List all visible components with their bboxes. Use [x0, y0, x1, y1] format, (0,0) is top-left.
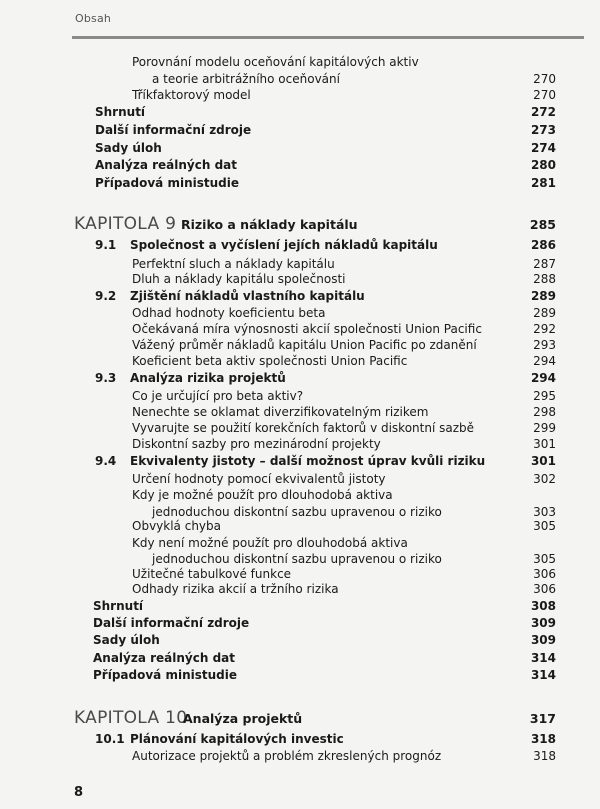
toc-entry-title: Společnost a vyčíslení jejích nákladů kapitálu — [130, 238, 438, 252]
page-number: 8 — [74, 785, 84, 800]
toc-page-number: 289 — [530, 289, 556, 303]
toc-entry-title: Kdy není možné použít pro dlouhodobá aktiva — [132, 536, 408, 550]
toc-page-number: 286 — [530, 238, 556, 252]
toc-entry — [0, 174, 600, 192]
toc-page-number: 270 — [533, 88, 556, 102]
toc-entry — [0, 352, 600, 370]
toc-page-number: 305 — [533, 519, 556, 533]
toc-entry-title: Vyvarujte se použití korekčních faktorů v diskontní sazbě — [132, 421, 475, 435]
toc-entry-title: Vážený průměr nákladů kapitálu Union Pacific po zdanění — [132, 338, 477, 352]
toc-entry-title: Analýza reálných dat — [95, 158, 238, 172]
chapter-page-number: 317 — [529, 711, 556, 726]
toc-page-number: 274 — [530, 141, 556, 155]
toc-entry-title: Kdy je možné použít pro dlouhodobá aktiva — [132, 488, 393, 502]
chapter-title: Analýza projektů — [183, 711, 303, 726]
toc-entry-title: Ekvivalenty jistoty – další možnost úprav kvůli riziku — [130, 454, 486, 468]
toc-page-number: 294 — [533, 354, 556, 368]
toc-entry-title: Koeficient beta aktiv společnosti Union Pacific — [132, 354, 408, 368]
toc-entry-title: Nenechte se oklamat diverzifikovatelným rizikem — [132, 405, 429, 419]
toc-entry — [0, 614, 600, 632]
toc-entry-title: Analýza rizika projektů — [130, 371, 286, 385]
toc-entry-title: Autorizace projektů a problém zkreslených prognóz — [132, 749, 442, 763]
toc-page-number: 273 — [530, 123, 556, 137]
toc-entry — [0, 517, 600, 535]
chapter-heading — [0, 707, 600, 729]
toc-entry — [0, 53, 600, 71]
toc-entry — [0, 103, 600, 121]
toc-entry — [0, 597, 600, 615]
toc-entry-title: Očekávaná míra výnosnosti akcií společnosti Union Pacific — [132, 322, 482, 336]
toc-page-number: 272 — [530, 105, 556, 119]
toc-page-number: 309 — [530, 616, 556, 630]
section-number: 9.3 — [95, 371, 117, 385]
toc-entry-title: jednoduchou diskontní sazbu upravenou o riziko — [152, 552, 442, 566]
toc-entry — [0, 730, 600, 748]
toc-page-number: 309 — [530, 633, 556, 647]
toc-entry-title: Diskontní sazby pro mezinárodní projekty — [132, 437, 381, 451]
toc-entry-title: Plánování kapitálových investic — [130, 732, 344, 746]
toc-entry-title: Zjištění nákladů vlastního kapitálu — [130, 289, 365, 303]
toc-entry — [0, 139, 600, 157]
toc-page-number: 308 — [530, 599, 556, 613]
toc-page-number: 288 — [533, 272, 556, 286]
toc-entry-title: Sady úloh — [95, 141, 162, 155]
toc-entry — [0, 486, 600, 504]
chapter-label: KAPITOLA 9 — [74, 214, 177, 234]
toc-page-number: 281 — [530, 176, 556, 190]
toc-entry — [0, 121, 600, 139]
toc-entry-title: Perfektní sluch a náklady kapitálu — [132, 257, 335, 271]
section-number: 10.1 — [95, 732, 125, 746]
toc-page-number: 314 — [530, 651, 556, 665]
toc-entry-title: Odhad hodnoty koeficientu beta — [132, 306, 326, 320]
section-number: 9.4 — [95, 454, 117, 468]
toc-entry — [0, 270, 600, 288]
toc-entry-title: Dluh a náklady kapitálu společnosti — [132, 272, 346, 286]
toc-entry-title: Shrnutí — [95, 105, 146, 119]
toc-entry-title: Sady úloh — [93, 633, 160, 647]
toc-entry-title: jednoduchou diskontní sazbu upravenou o riziko — [152, 505, 442, 519]
toc-entry — [0, 452, 600, 470]
toc-entry-title: Tříkfaktorový model — [132, 88, 251, 102]
toc-entry — [0, 580, 600, 598]
toc-entry — [0, 86, 600, 104]
toc-page-number: 306 — [533, 582, 556, 596]
toc-entry-title: Další informační zdroje — [93, 616, 250, 630]
toc-page-number: 301 — [530, 454, 556, 468]
toc-entry — [0, 631, 600, 649]
toc-page-number: 293 — [533, 338, 556, 352]
toc-page-number: 289 — [533, 306, 556, 320]
toc-entry-title: Analýza reálných dat — [93, 651, 236, 665]
toc-entry — [0, 156, 600, 174]
chapter-label: KAPITOLA 10 — [74, 708, 188, 728]
running-head: Obsah — [75, 12, 112, 25]
toc-entry-title: Případová ministudie — [95, 176, 239, 190]
toc-entry-title: Porovnání modelu oceňování kapitálových aktiv — [132, 55, 419, 69]
toc-entry-title: Odhady rizika akcií a tržního rizika — [132, 582, 339, 596]
toc-page-number: 292 — [533, 322, 556, 336]
section-number: 9.2 — [95, 289, 117, 303]
toc-entry-title: Určení hodnoty pomocí ekvivalentů jistoty — [132, 472, 386, 486]
toc-page-number: 306 — [533, 567, 556, 581]
toc-entry — [0, 287, 600, 305]
toc-entry-title: Obvyklá chyba — [132, 519, 221, 533]
toc-entry-title: Případová ministudie — [93, 668, 237, 682]
toc-entry — [0, 236, 600, 254]
toc-page-number: 280 — [530, 158, 556, 172]
toc-page-number: 294 — [530, 371, 556, 385]
toc-entry — [0, 435, 600, 453]
chapter-heading — [0, 213, 600, 235]
toc-page-number: 301 — [533, 437, 556, 451]
toc-entry — [0, 369, 600, 387]
toc-entry-title: Užitečné tabulkové funkce — [132, 567, 292, 581]
toc-page-number: 318 — [530, 732, 556, 746]
toc-entry — [0, 649, 600, 667]
toc-entry — [0, 747, 600, 765]
toc-entry-title: Další informační zdroje — [95, 123, 252, 137]
toc-page-number: 295 — [533, 389, 556, 403]
toc-page-number: 303 — [533, 505, 556, 519]
section-number: 9.1 — [95, 238, 117, 252]
toc-page-number: 270 — [533, 72, 556, 86]
toc-page-number: 302 — [533, 472, 556, 486]
chapter-page-number: 285 — [529, 217, 556, 232]
toc-page-number: 314 — [530, 668, 556, 682]
toc-page-number: 318 — [533, 749, 556, 763]
chapter-title: Riziko a náklady kapitálu — [181, 217, 358, 232]
toc-page-number: 305 — [533, 552, 556, 566]
toc-page-number: 287 — [533, 257, 556, 271]
toc-entry-title: Shrnutí — [93, 599, 144, 613]
toc-entry-title: a teorie arbitrážního oceňování — [152, 72, 340, 86]
toc-page-number: 298 — [533, 405, 556, 419]
toc-entry-title: Co je určující pro beta aktiv? — [132, 389, 304, 403]
toc-entry — [0, 666, 600, 684]
toc-page-number: 299 — [533, 421, 556, 435]
